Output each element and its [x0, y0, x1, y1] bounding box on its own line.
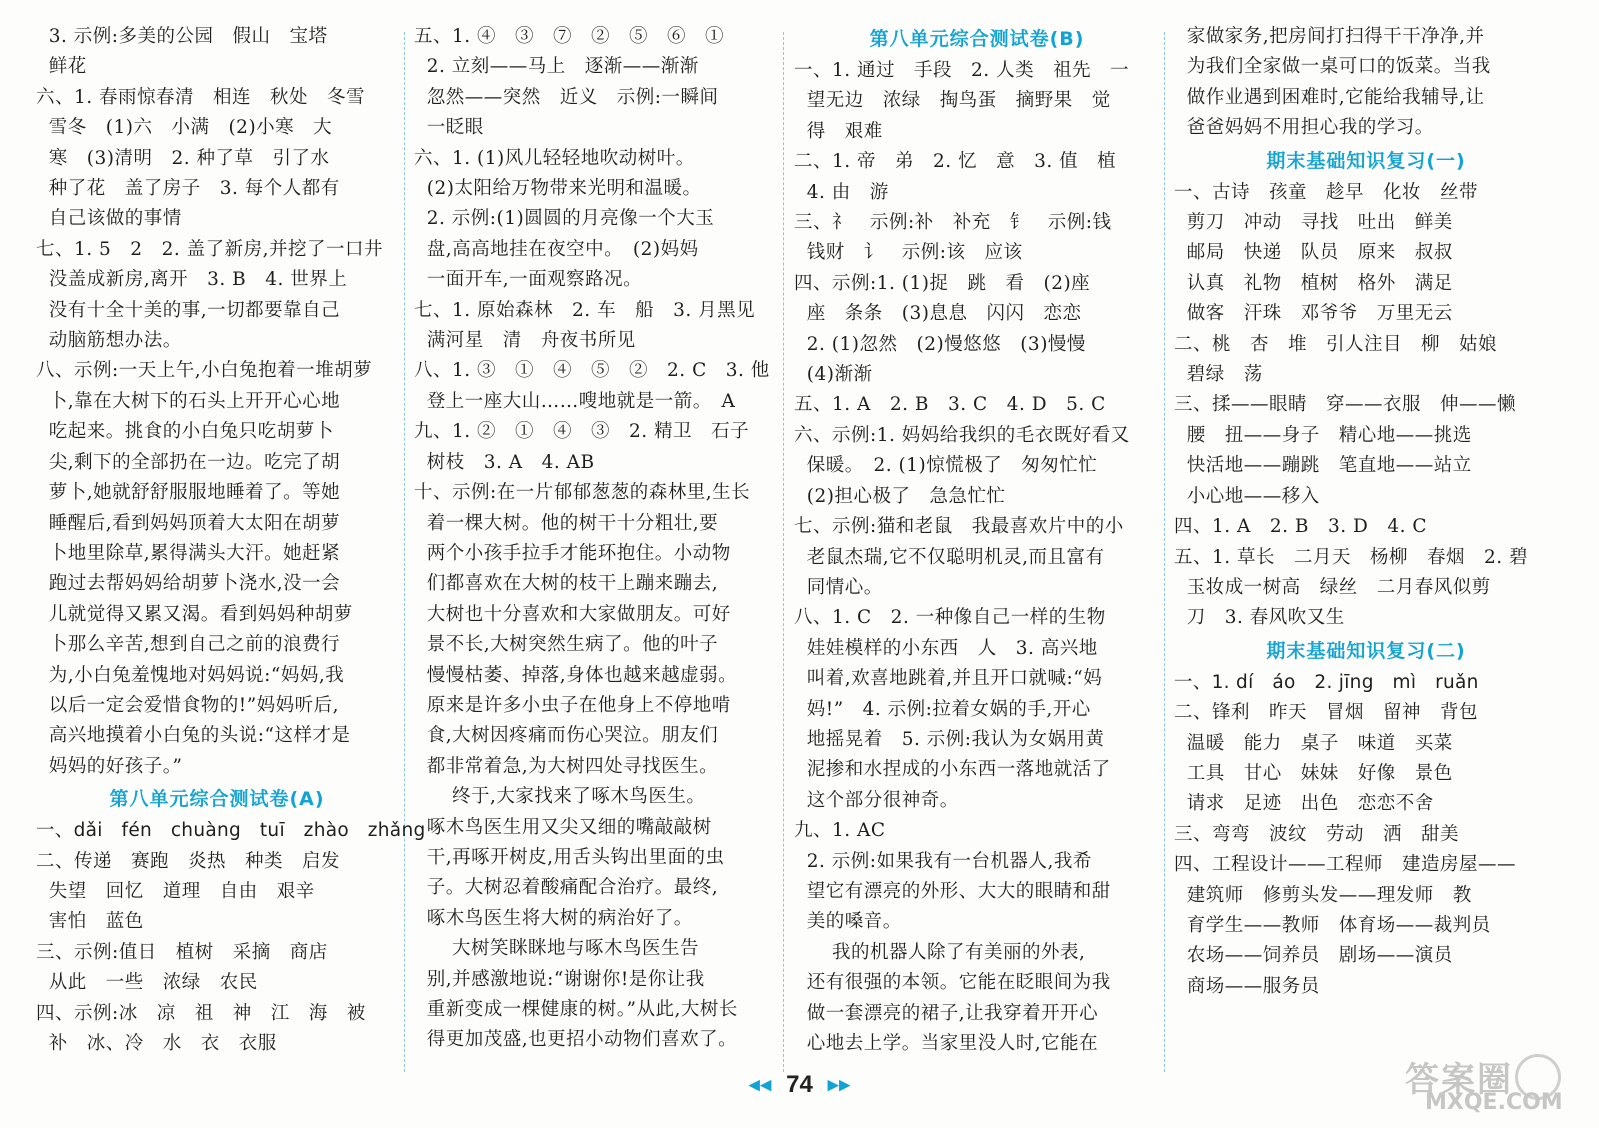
answer-line: 剪刀 冲动 寻找 吐出 鲜美 — [1174, 212, 1453, 234]
answer-line: 妈妈的好孩子。” — [36, 755, 183, 777]
answer-line: 望它有漂亮的外形、大大的眼睛和甜 — [794, 880, 1111, 902]
answer-line: 终于,大家找来了啄木鸟医生。 — [414, 786, 706, 808]
watermark-logo — [1395, 1052, 1585, 1118]
answer-line: 心地去上学。当家里没人时,它能在 — [794, 1033, 1099, 1054]
answer-line: 二、传递 赛跑 炎热 种类 启发 — [36, 850, 341, 872]
answer-line: 五、1. 草长 二月天 杨柳 春烟 2. 碧 — [1174, 546, 1529, 568]
answer-line: 一眨眼 — [414, 117, 484, 139]
answer-line: 认真 礼物 植树 格外 满足 — [1174, 272, 1453, 294]
answer-line: 请求 足迹 出色 恋恋不舍 — [1174, 793, 1434, 815]
answer-line: 登上一座大山……嗖地就是一箭。 A — [414, 390, 736, 412]
answer-line: 做一套漂亮的裙子,让我穿着开开心 — [794, 1002, 1099, 1024]
answer-line: 2. 示例:如果我有一台机器人,我希 — [794, 850, 1092, 872]
answer-line: 吃起来。挑食的小白兔只吃胡萝卜 — [36, 421, 334, 443]
answer-line: 三、礻 示例:补 补充 钅 示例:钱 — [794, 212, 1112, 234]
answer-line: 鲜花 — [36, 56, 87, 78]
page-number: 74 — [786, 1070, 813, 1098]
answer-line: 食,大树因疼痛而伤心哭泣。朋友们 — [414, 725, 719, 747]
answer-line: 八、示例:一天上午,小白兔抱着一堆胡萝 — [36, 360, 373, 382]
answer-line: 保暖。 2. (1)惊慌极了 匆匆忙忙 — [794, 455, 1098, 477]
answer-line: 高兴地摸着小白兔的头说:“这样才是 — [36, 725, 351, 747]
section-heading: 第八单元综合测试卷(A) — [109, 788, 325, 811]
answer-line: 动脑筋想办法。 — [36, 330, 182, 352]
answer-line: 萝卜,她就舒舒服服地睡着了。等她 — [36, 482, 341, 504]
answer-line: 四、工程设计——工程师 建造房屋—— — [1174, 854, 1517, 876]
answer-line: 卜那么辛苦,想到自己之前的浪费行 — [36, 634, 341, 656]
answer-line: (2)担心极了 急急忙忙 — [794, 485, 1006, 507]
answer-line: 八、1. C 2. 一种像自己一样的生物 — [794, 607, 1106, 629]
answer-line: 3. 示例:多美的公园 假山 宝塔 — [36, 26, 328, 47]
answer-line: 别,并感激地说:“谢谢你!是你让我 — [414, 968, 705, 990]
section-heading: 第八单元综合测试卷(B) — [869, 28, 1085, 50]
answer-line: 妈!” 4. 示例:拉着女娲的手,开心 — [794, 698, 1091, 720]
answer-line: 盘,高高地挂在夜空中。 (2)妈妈 — [414, 238, 699, 260]
answer-line: 们都喜欢在大树的枝干上蹦来蹦去, — [414, 573, 719, 595]
answer-line: 五、1. ④ ③ ⑦ ② ⑤ ⑥ ① — [414, 26, 725, 47]
answer-column-3 — [794, 22, 1160, 1059]
answer-line: 两个小孩手拉手才能环抱住。小动物 — [414, 542, 731, 564]
answer-line: 慢慢枯萎、掉落,身体也越来越虚弱。 — [414, 664, 738, 686]
answer-line: 我的机器人除了有美丽的外表, — [794, 941, 1086, 963]
answer-line: 老鼠杰瑞,它不仅聪明机灵,而且富有 — [794, 546, 1105, 568]
answer-line: 二、1. 帝 弟 2. 忆 意 3. 值 植 — [794, 151, 1117, 173]
answer-line: 这个部分很神奇。 — [794, 789, 959, 811]
answer-line: 做客 汗珠 邓爷爷 万里无云 — [1174, 303, 1453, 325]
answer-line: 四、示例:冰 凉 祖 神 江 海 被 — [36, 1002, 366, 1024]
answer-line: 尖,剩下的全部扔在一边。吃完了胡 — [36, 451, 341, 473]
answer-line: (2)太阳给万物带来光明和温暖。 — [414, 178, 702, 200]
answer-line: 满河星 清 舟夜书所见 — [414, 330, 636, 352]
answer-line: 原来是许多小虫子在他身上不停地啃 — [414, 694, 731, 716]
answer-line: 二、桃 杏 堆 引人注目 柳 姑娘 — [1174, 333, 1498, 355]
watermark-url: MXQE.COM — [1425, 1090, 1563, 1115]
watermark-text: 答案圈 — [1405, 1060, 1513, 1100]
answer-line: 家做家务,把房间打扫得干干净净,并 — [1174, 26, 1485, 47]
section-heading: 期末基础知识复习(一) — [1266, 149, 1466, 172]
answer-line: 一、1. dí áo 2. jīng mì ruǎn — [1174, 671, 1479, 693]
column-divider — [1164, 32, 1165, 1072]
answer-line: 七、1. 5 2 2. 盖了新房,并挖了一口井 — [36, 238, 383, 260]
answer-line: 建筑师 修剪头发——理发师 教 — [1174, 884, 1472, 906]
answer-line: 钱财 讠 示例:该 应该 — [794, 242, 1023, 264]
answer-line: 忽然——突然 近义 示例:一瞬间 — [414, 86, 719, 108]
answer-line: 一、1. 通过 手段 2. 人类 祖先 一 — [794, 60, 1130, 81]
answer-line: (4)渐渐 — [794, 364, 873, 386]
answer-line: 腰 扭——身子 精心地——挑选 — [1174, 424, 1472, 446]
answer-line: 一面开车,一面观察路况。 — [414, 269, 643, 291]
next-arrows-icon: ▶▶ — [827, 1076, 851, 1094]
answer-line: 2. 示例:(1)圆圆的月亮像一个大玉 — [414, 208, 715, 230]
answer-line: 十、示例:在一片郁郁葱葱的森林里,生长 — [414, 482, 751, 504]
answer-line: 没有十全十美的事,一切都要靠自己 — [36, 299, 341, 321]
answer-line: 得 艰难 — [794, 120, 883, 142]
answer-line: 九、1. ② ① ④ ③ 2. 精卫 石子 — [414, 421, 750, 443]
answer-line: 着一棵大树。他的树干十分粗壮,要 — [414, 512, 719, 534]
answer-line: 树枝 3. A 4. AB — [414, 451, 595, 473]
answer-line: 啄木鸟医生用又尖又细的嘴敲敲树 — [414, 816, 712, 838]
answer-line: 子。大树忍着酸痛配合治疗。最终, — [414, 877, 719, 899]
answer-line: 以后一定会爱惜食物的!”妈妈听后, — [36, 694, 340, 716]
answer-line: 没盖成新房,离开 3. B 4. 世界上 — [36, 269, 348, 291]
answer-line: 五、1. A 2. B 3. C 4. D 5. C — [794, 394, 1106, 416]
answer-line: 为,小白兔羞愧地对妈妈说:“妈妈,我 — [36, 664, 345, 686]
answer-line: 三、揉——眼睛 穿——衣服 伸——懒 — [1174, 394, 1517, 416]
answer-line: 跑过去帮妈妈给胡萝卜浇水,没一会 — [36, 573, 341, 595]
answer-line: 害怕 蓝色 — [36, 911, 144, 933]
answer-line: 六、1. 春雨惊春清 相连 秋处 冬雪 — [36, 86, 366, 108]
answer-line: 2. 立刻——马上 逐渐——渐渐 — [414, 56, 699, 78]
answer-line: 还有很强的本领。它能在眨眼间为我 — [794, 972, 1111, 994]
answer-line: 补 冰、冷 水 衣 衣服 — [36, 1033, 277, 1054]
answer-line: 六、示例:1. 妈妈给我织的毛衣既好看又 — [794, 424, 1130, 446]
answer-line: 得更加茂盛,也更招小动物们喜欢了。 — [414, 1029, 738, 1051]
answer-line: 一、古诗 孩童 趁早 化妆 丝带 — [1174, 181, 1479, 203]
answer-line: 邮局 快递 队员 原来 叔叔 — [1174, 242, 1453, 264]
answer-line: 三、示例:值日 植树 采摘 商店 — [36, 941, 328, 963]
answer-line: 做作业遇到困难时,它能给我辅导,让 — [1174, 86, 1485, 108]
prev-arrows-icon: ◀◀ — [748, 1076, 772, 1094]
answer-line: 四、示例:1. (1)捉 跳 看 (2)座 — [794, 272, 1091, 294]
answer-line: 座 条条 (3)息息 闪闪 恋恋 — [794, 303, 1082, 325]
answer-line: 商场——服务员 — [1174, 975, 1320, 997]
answer-line: 四、1. A 2. B 3. D 4. C — [1174, 516, 1428, 538]
answer-line: 从此 一些 浓绿 农民 — [36, 972, 258, 994]
answer-line: 七、示例:猫和老鼠 我最喜欢片中的小 — [794, 516, 1124, 538]
answer-line: 失望 回忆 道理 自由 艰辛 — [36, 880, 315, 902]
answer-line: 一、dǎi fén chuàng tuī zhào zhǎng — [36, 820, 426, 842]
answer-column-2 — [414, 22, 776, 1056]
answer-line: 雪冬 (1)六 小满 (2)小寒 大 — [36, 117, 333, 139]
column-divider — [404, 32, 405, 1072]
answer-line: 爸爸妈妈不用担心我的学习。 — [1174, 117, 1434, 139]
answer-line: 泥掺和水捏成的小东西一落地就活了 — [794, 759, 1111, 781]
answer-line: 七、1. 原始森林 2. 车 船 3. 月黑见 — [414, 299, 756, 321]
answer-line: 九、1. AC — [794, 820, 886, 842]
answer-line: 为我们全家做一桌可口的饭菜。当我 — [1174, 56, 1491, 78]
answer-line: 睡醒后,看到妈妈顶着大太阳在胡萝 — [36, 512, 341, 534]
answer-line: 快活地——蹦跳 笔直地——站立 — [1174, 455, 1472, 477]
answer-line: 小心地——移入 — [1174, 485, 1320, 507]
answer-column-1 — [36, 22, 426, 1059]
answer-line: 二、锋利 昨天 冒烟 留神 背包 — [1174, 702, 1479, 724]
answer-line: 农场——饲养员 剧场——演员 — [1174, 945, 1453, 967]
answer-column-4 — [1174, 22, 1558, 1002]
answer-line: 景不长,大树突然生病了。他的叶子 — [414, 634, 719, 656]
answer-line: 2. (1)忽然 (2)慢悠悠 (3)慢慢 — [794, 333, 1086, 355]
answer-line: 温暖 能力 桌子 味道 买菜 — [1174, 732, 1453, 754]
section-heading: 期末基础知识复习(二) — [1266, 639, 1466, 662]
answer-line: 碧绿 荡 — [1174, 364, 1263, 386]
answer-line: 干,再啄开树皮,用舌头钩出里面的虫 — [414, 846, 725, 868]
answer-line: 卜地里除草,累得满头大汗。她赶紧 — [36, 542, 341, 564]
column-divider — [783, 32, 784, 1072]
answer-line: 都非常着急,为大树四处寻找医生。 — [414, 755, 719, 777]
answer-line: 儿就觉得又累又渴。看到妈妈种胡萝 — [36, 603, 353, 625]
answer-line: 三、弯弯 波纹 劳动 洒 甜美 — [1174, 823, 1460, 845]
answer-line: 育学生——教师 体育场——裁判员 — [1174, 914, 1491, 936]
page-footer — [0, 1070, 1599, 1099]
answer-line: 大树也十分喜欢和大家做朋友。可好 — [414, 603, 731, 625]
answer-line: 自己该做的事情 — [36, 208, 182, 230]
answer-line: 六、1. (1)风儿轻轻地吹动树叶。 — [414, 147, 695, 169]
answer-line: 娃娃模样的小东西 人 3. 高兴地 — [794, 637, 1098, 659]
answer-line: 美的嗓音。 — [794, 911, 902, 933]
answer-line: 工具 甘心 妹妹 好像 景色 — [1174, 762, 1453, 784]
answer-line: 同情心。 — [794, 576, 883, 598]
answer-line: 望无边 浓绿 掏鸟蛋 摘野果 觉 — [794, 90, 1111, 112]
answer-line: 大树笑眯眯地与啄木鸟医生告 — [414, 938, 700, 960]
answer-line: 地摇晃着 5. 示例:我认为女娲用黄 — [794, 728, 1105, 750]
answer-line: 重新变成一棵健康的树。”从此,大树长 — [414, 999, 738, 1020]
answer-line: 4. 由 游 — [794, 181, 889, 203]
answer-line: 玉妆成一树高 绿丝 二月春风似剪 — [1174, 576, 1491, 598]
answer-line: 八、1. ③ ① ④ ⑤ ② 2. C 3. 他 — [414, 360, 770, 382]
answer-line: 啄木鸟医生将大树的病治好了。 — [414, 907, 693, 929]
answer-line: 寒 (3)清明 2. 种了草 引了水 — [36, 147, 330, 169]
answer-line: 种了花 盖了房子 3. 每个人都有 — [36, 178, 340, 200]
answer-line: 卜,靠在大树下的石头上开开心心地 — [36, 390, 341, 412]
answer-line: 刀 3. 春风吹又生 — [1174, 607, 1345, 629]
answer-line: 叫着,欢喜地跳着,并且开口就喊:“妈 — [794, 668, 1103, 690]
